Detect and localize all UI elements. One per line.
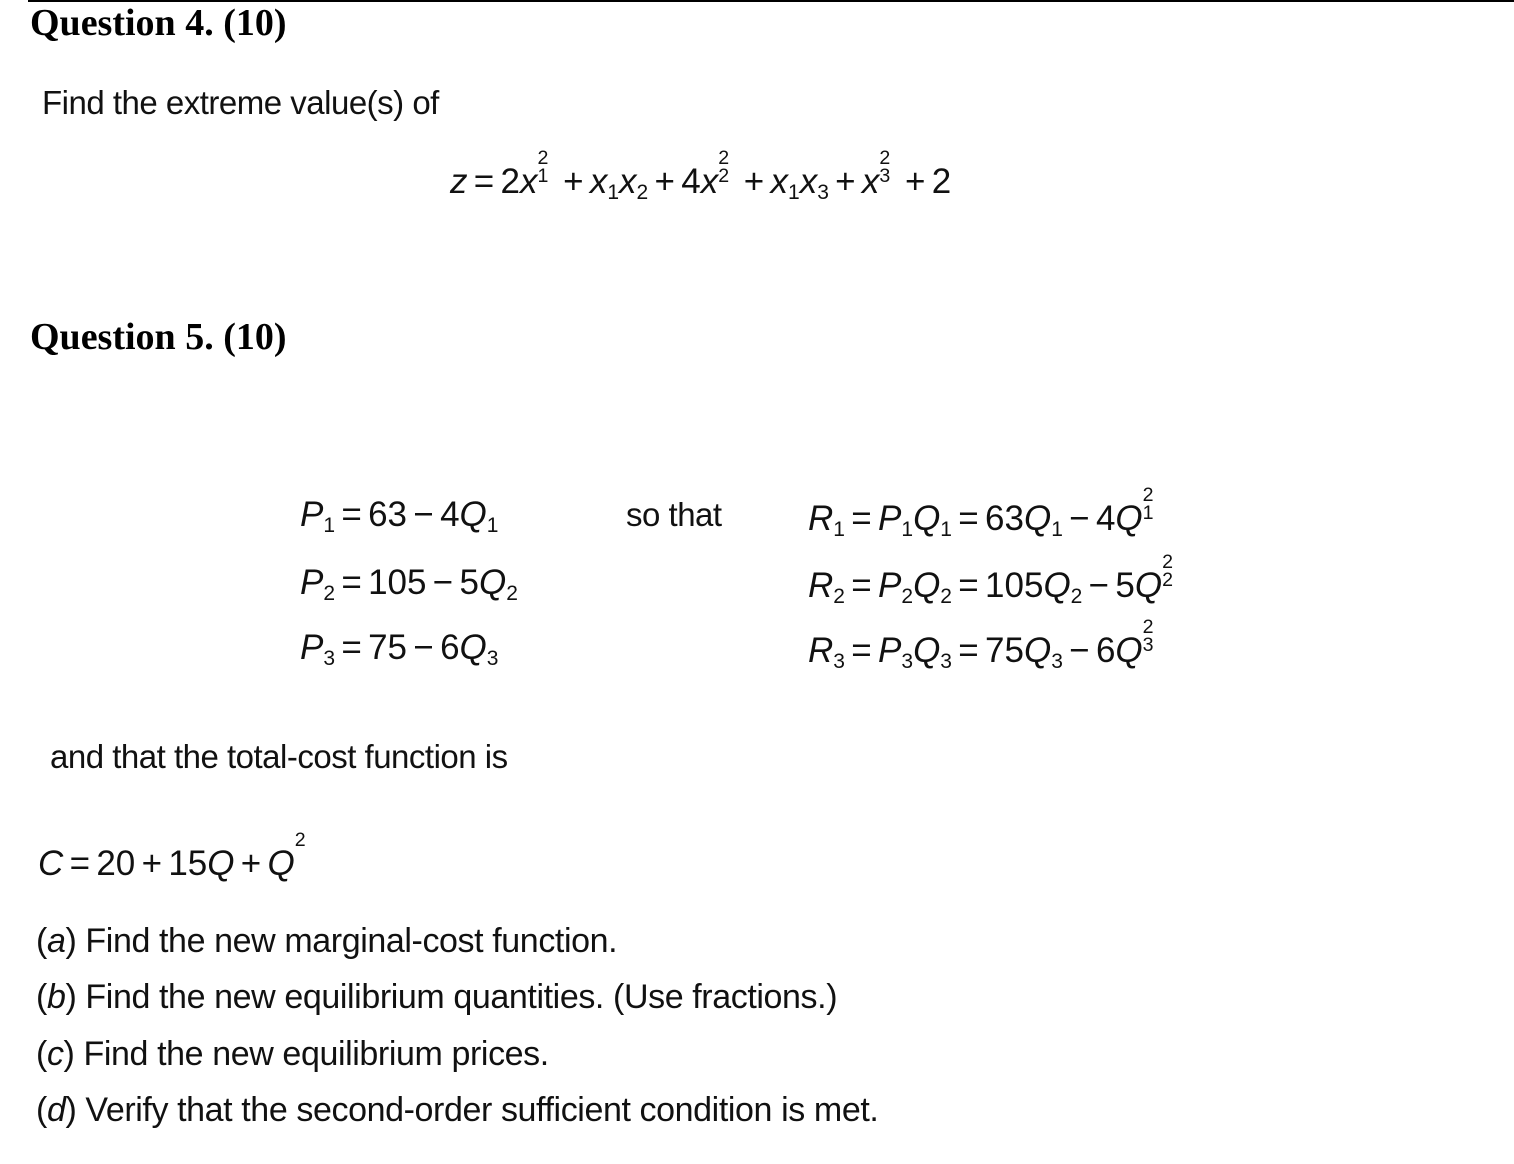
equation-r3: R3 = P3Q3 = 75Q3 − 6Q 2 3 [808,615,1154,673]
equation-p1: P1 = 63 − 4Q1 [300,495,499,537]
question-4-heading: Question 4. (10) [30,2,287,44]
question-4-prompt: Find the extreme value(s) of [42,84,439,121]
equation-p2: P2 = 105 − 5Q2 [300,563,518,605]
so-that-text: so that [626,496,722,533]
equation-r1: R1 = P1Q1 = 63Q1 − 4Q 2 1 [808,483,1154,541]
cost-intro-text: and that the total-cost function is [50,738,508,775]
equation-r2: R2 = P2Q2 = 105Q2 − 5Q 2 2 [808,550,1174,608]
equation-cost: C = 20 + 15Q + Q 2 [38,828,306,883]
equation-p3: P3 = 75 − 6Q3 [300,628,499,670]
equation-z: z = 2x 2 1 + x1x2 + 4x 2 2 + x1x3 + x 2 3 + 2 [450,146,952,204]
part-a: (a) Find the new marginal-cost function. [36,922,618,960]
part-d: (d) Verify that the second-order sufficient condition is met. [36,1091,879,1129]
part-c: (c) Find the new equilibrium prices. [36,1035,549,1073]
question-5-heading: Question 5. (10) [30,316,287,358]
part-b: (b) Find the new equilibrium quantities. (Use fractions.) [36,978,838,1016]
